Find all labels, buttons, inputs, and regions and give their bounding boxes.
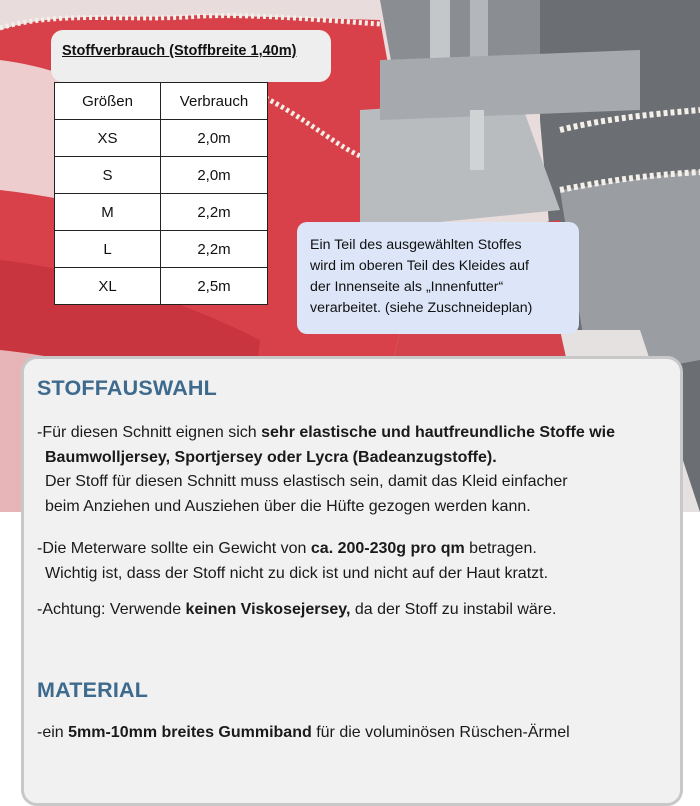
- header-consumption: Verbrauch: [161, 83, 268, 120]
- p1-bold: sehr elastische und hautfreundliche Stoffe wie: [261, 424, 615, 441]
- p3-bold: keinen Viskosejersey,: [185, 601, 351, 618]
- stoffauswahl-paragraph-1: [37, 421, 677, 519]
- header-sizes: Größen: [55, 83, 161, 120]
- consumption-cell: 2,0m: [161, 120, 268, 157]
- p2-text-post: betragen.: [464, 540, 537, 557]
- table-row: [55, 120, 268, 157]
- p1-line3: Der Stoff für diesen Schnitt muss elastisch sein, damit das Kleid einfacher: [45, 473, 568, 490]
- p1-text: -Für diesen Schnitt eignen sich: [37, 424, 262, 441]
- p2-text: -Die Meterware sollte ein Gewicht von: [37, 540, 311, 557]
- p3-text: -Achtung: Verwende: [37, 601, 186, 618]
- p3-text-post: da der Stoff zu instabil wäre.: [350, 601, 557, 618]
- p2-line2: Wichtig ist, dass der Stoff nicht zu dick ist und nicht auf der Haut kratzt.: [45, 564, 549, 582]
- stoffauswahl-paragraph-3: [37, 598, 677, 623]
- fabric-consumption-title: Stoffverbrauch (Stoffbreite 1,40m): [62, 43, 297, 59]
- material-text-post: für die voluminösen Rüschen-Ärmel: [311, 724, 570, 741]
- stoffauswahl-paragraph-2: [37, 537, 677, 586]
- lining-note: [297, 222, 579, 334]
- table-row: [55, 157, 268, 194]
- table-row: [55, 231, 268, 268]
- consumption-cell: 2,2m: [161, 231, 268, 268]
- size-cell: XL: [55, 268, 161, 305]
- material-paragraph: [37, 721, 677, 746]
- table-row: [55, 194, 268, 231]
- table-header-row: [55, 83, 268, 120]
- size-cell: XS: [55, 120, 161, 157]
- size-cell: M: [55, 194, 161, 231]
- note-line: verarbeitet. (siehe Zuschneideplan): [310, 300, 533, 316]
- note-line: Ein Teil des ausgewählten Stoffes: [310, 237, 522, 253]
- note-line: wird im oberen Teil des Kleides auf: [310, 258, 529, 274]
- fabric-consumption-table: [54, 82, 268, 305]
- material-bold: 5mm-10mm breites Gummiband: [68, 724, 312, 741]
- consumption-cell: 2,2m: [161, 194, 268, 231]
- size-cell: S: [55, 157, 161, 194]
- p2-bold: ca. 200-230g pro qm: [310, 540, 465, 557]
- material-heading: MATERIAL: [37, 678, 149, 702]
- stoffauswahl-heading: STOFFAUSWAHL: [37, 376, 217, 400]
- p1-line4: beim Anziehen und Ausziehen über die Hüfte gezogen werden kann.: [45, 497, 531, 515]
- size-cell: L: [55, 231, 161, 268]
- table-row: [55, 268, 268, 305]
- note-line: der Innenseite als „Innenfutter“: [310, 279, 504, 295]
- consumption-cell: 2,0m: [161, 157, 268, 194]
- p1-bold-cont: Baumwolljersey, Sportjersey oder Lycra (Badeanzugstoffe).: [45, 448, 497, 466]
- consumption-cell: 2,5m: [161, 268, 268, 305]
- fabric-consumption-title-box: [51, 30, 331, 82]
- material-text: -ein: [37, 724, 69, 741]
